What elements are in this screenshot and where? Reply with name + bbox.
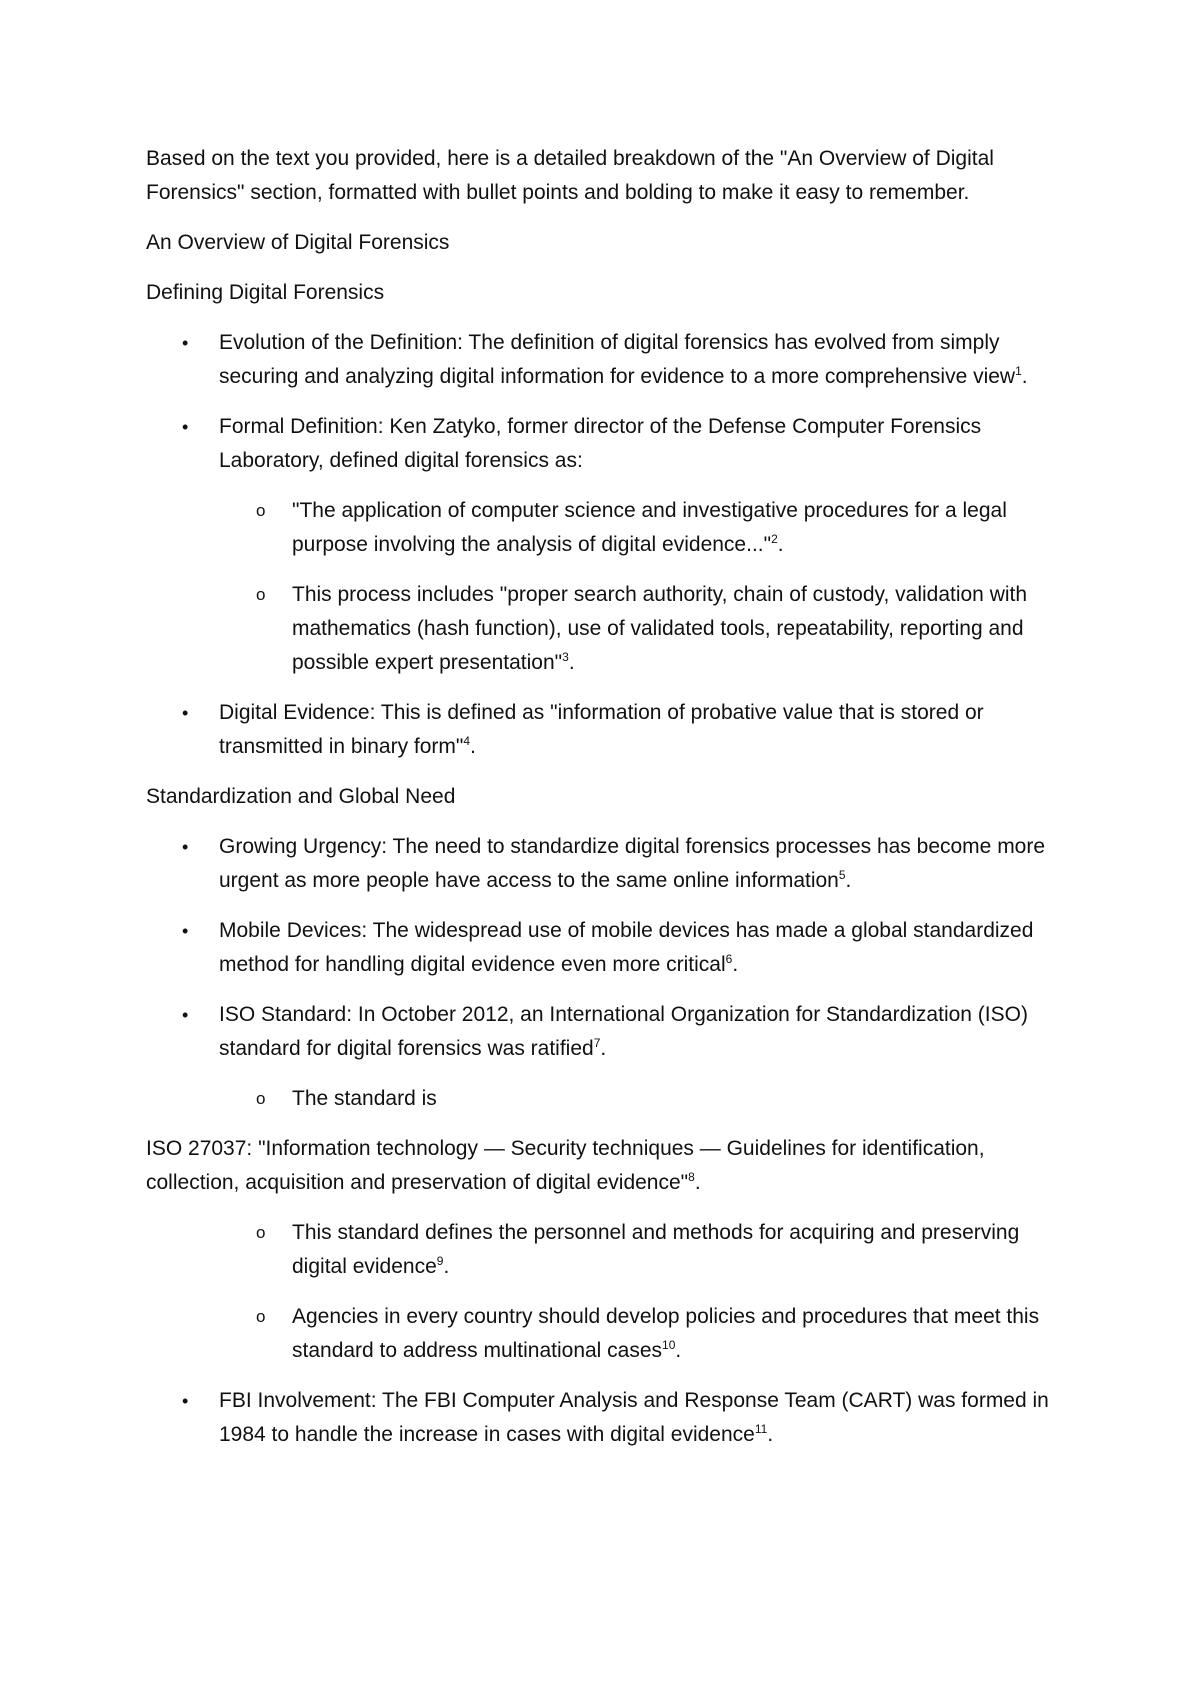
document-body — [146, 142, 1066, 1468]
footnote-ref: 1 — [1015, 364, 1022, 378]
sub-bullet-text: Agencies in every country should develop policies and procedures that meet this standard to address multinational cases — [292, 1305, 1040, 1362]
standardization-bullet-list — [146, 830, 1066, 1066]
footnote-ref: 10 — [662, 1338, 676, 1352]
list-item — [146, 326, 1066, 394]
bullet-marker: • — [182, 837, 189, 857]
list-item — [219, 578, 1066, 680]
section-heading-standardization: Standardization and Global Need — [146, 785, 456, 808]
sentence-end: . — [694, 1171, 701, 1194]
footnote-ref: 2 — [771, 532, 778, 546]
bullet-marker: • — [182, 1005, 189, 1025]
bullet-text: Growing Urgency: The need to standardize digital forensics processes has become more urgent as more people have access to the same online information — [219, 835, 1046, 892]
bullet-text: FBI Involvement: The FBI Computer Analysis and Response Team (CART) was formed in 1984 to handle the increase in cases with digital evidence — [219, 1389, 1049, 1446]
sub-bullet-marker: o — [256, 501, 266, 520]
iso-standard-text: ISO 27037: "Information technology — Security techniques — Guidelines for identification, collection, acquisition and preservation of digital evidence" — [146, 1137, 985, 1194]
footnote-ref: 7 — [593, 1036, 601, 1050]
iso-detail-sub-list — [146, 1216, 1066, 1368]
sentence-end: . — [443, 1255, 450, 1278]
sentence-end: . — [568, 651, 575, 674]
bullet-text: Formal Definition: Ken Zatyko, former director of the Defense Computer Forensics Laboratory, defined digital forensics as: — [219, 415, 982, 472]
sub-bullet-marker: o — [256, 1307, 266, 1326]
defining-bullet-list — [146, 326, 1066, 764]
sentence-end: . — [470, 735, 476, 758]
sentence-end: . — [1021, 365, 1028, 388]
sentence-end: . — [777, 533, 784, 556]
section-heading-defining: Defining Digital Forensics — [146, 281, 385, 304]
list-item — [146, 1384, 1066, 1452]
iso-sub-list — [146, 1082, 1066, 1116]
document-title: An Overview of Digital Forensics — [146, 231, 450, 254]
sub-bullet-text: This process includes "proper search authority, chain of custody, validation with mathematics (hash function), use of validated tools, repeatability, reporting and possible expert presentation" — [292, 583, 1028, 674]
list-item — [219, 1216, 1066, 1284]
sub-bullet-marker: o — [256, 1223, 266, 1242]
list-item — [146, 696, 1066, 764]
sentence-end: . — [675, 1339, 682, 1362]
sentence-end: . — [600, 1037, 607, 1060]
sub-bullet-text: The standard is — [292, 1087, 437, 1110]
list-item — [146, 410, 1066, 680]
footnote-ref: 11 — [754, 1422, 768, 1436]
list-item — [219, 1300, 1066, 1368]
footnote-ref: 4 — [463, 734, 471, 748]
footnote-ref: 8 — [688, 1170, 695, 1184]
sentence-end: . — [732, 953, 739, 976]
bullet-text: ISO Standard: In October 2012, an International Organization for Standardization (ISO) standard for digital forensics was ratified — [219, 1003, 1028, 1060]
intro-paragraph: Based on the text you provided, here is a detailed breakdown of the "An Overview of Digital Forensics" section, formatted with bullet points and bolding to make it easy to remember. — [146, 147, 994, 204]
footnote-ref: 6 — [725, 952, 733, 966]
sub-bullet-text: "The application of computer science and investigative procedures for a legal purpose involving the analysis of digital evidence..." — [292, 499, 1007, 556]
list-item — [219, 1082, 1066, 1116]
sub-bullet-marker: o — [256, 1089, 266, 1108]
sentence-end: . — [845, 869, 852, 892]
bullet-text: Evolution of the Definition: The definition of digital forensics has evolved from simply securing and analyzing digital information for evidence to a more comprehensive view — [219, 331, 1016, 388]
bullet-text: Mobile Devices: The widespread use of mobile devices has made a global standardized method for handling digital evidence even more critical — [219, 919, 1034, 976]
iso-standard-paragraph — [146, 1132, 1066, 1200]
list-item — [146, 998, 1066, 1066]
bullet-marker: • — [182, 703, 189, 723]
definition-sub-list — [219, 494, 1066, 680]
bullet-marker: • — [182, 921, 189, 941]
list-item — [146, 830, 1066, 898]
footnote-ref: 3 — [562, 650, 569, 664]
bullet-marker: • — [182, 417, 189, 437]
fbi-bullet-list — [146, 1384, 1066, 1452]
footnote-ref: 5 — [838, 868, 846, 882]
bullet-marker: • — [182, 333, 189, 353]
list-item — [219, 494, 1066, 562]
sub-bullet-marker: o — [256, 585, 266, 604]
footnote-ref: 9 — [436, 1254, 444, 1268]
list-item — [146, 914, 1066, 982]
bullet-text: Digital Evidence: This is defined as "information of probative value that is stored or transmitted in binary form" — [219, 701, 984, 758]
sentence-end: . — [767, 1423, 774, 1446]
bullet-marker: • — [182, 1391, 189, 1411]
sub-bullet-text: This standard defines the personnel and methods for acquiring and preserving digital evidence — [292, 1221, 1020, 1278]
